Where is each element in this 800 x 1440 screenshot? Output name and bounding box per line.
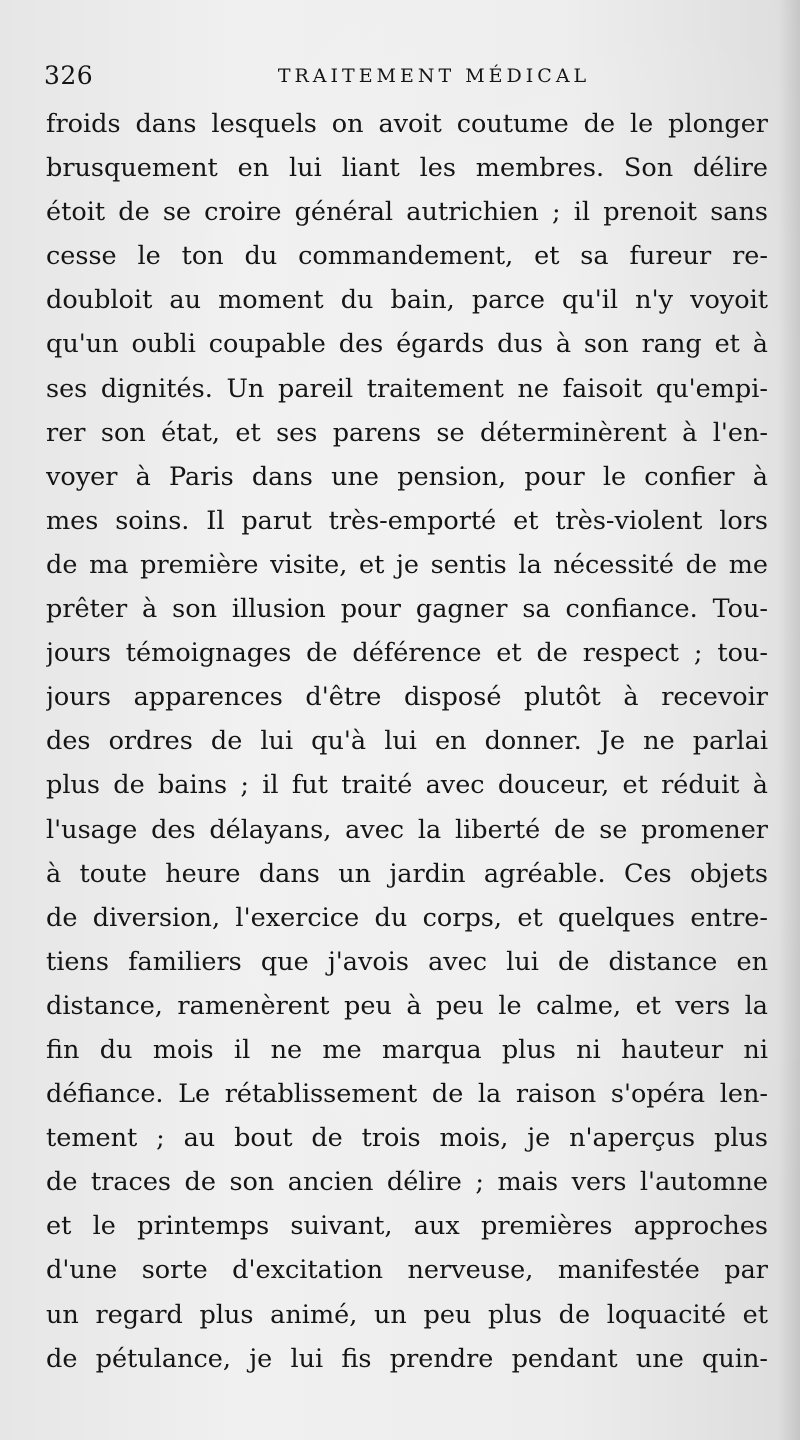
text-line: jours témoignages de déférence et de respect ; tou- [46, 638, 768, 669]
text-line: brusquement en lui liant les membres. Son délire [46, 153, 768, 184]
text-line: de traces de son ancien délire ; mais vers l'automne [46, 1167, 768, 1198]
text-line: ses dignités. Un pareil traitement ne faisoit qu'empi- [46, 373, 768, 404]
running-title: TRAITEMENT MÉDICAL [277, 65, 591, 87]
text-line: un regard plus animé, un peu plus de loquacité et [46, 1299, 768, 1330]
text-line: mes soins. Il parut très-emporté et très-violent lors [46, 505, 768, 536]
body-text [46, 102, 768, 1381]
text-line: distance, ramenèrent peu à peu le calme, et vers la [46, 990, 768, 1021]
text-line: de ma première visite, et je sentis la nécessité de me [46, 549, 768, 580]
text-line: d'une sorte d'excitation nerveuse, manifestée par [46, 1255, 768, 1286]
text-line: fin du mois il ne me marqua plus ni hauteur ni [46, 1034, 768, 1065]
text-line: qu'un oubli coupable des égards dus à son rang et à [46, 329, 768, 360]
text-line: rer son état, et ses parens se déterminèrent à l'en- [46, 417, 768, 448]
text-line: plus de bains ; il fut traité avec douceur, et réduit à [46, 770, 768, 801]
text-line: voyer à Paris dans une pension, pour le confier à [46, 461, 768, 492]
text-line: l'usage des délayans, avec la liberté de se promener [46, 814, 768, 845]
page-edge-shadow [778, 0, 800, 1440]
text-line: froids dans lesquels on avoit coutume de le plonger [46, 109, 768, 139]
running-header [44, 58, 764, 94]
text-line: de pétulance, je lui fis prendre pendant une quin- [46, 1343, 768, 1374]
text-line: tiens familiers que j'avois avec lui de distance en [46, 946, 768, 977]
text-line: jours apparences d'être disposé plutôt à recevoir [46, 682, 768, 713]
text-line: à toute heure dans un jardin agréable. Ces objets [46, 858, 768, 889]
text-line: des ordres de lui qu'à lui en donner. Je ne parlai [46, 726, 768, 757]
text-line: étoit de se croire général autrichien ; il prenoit sans [46, 197, 768, 228]
text-line: défiance. Le rétablissement de la raison s'opéra len- [46, 1079, 768, 1110]
text-line: de diversion, l'exercice du corps, et quelques entre- [46, 902, 768, 933]
text-line: et le printemps suivant, aux premières approches [46, 1211, 768, 1242]
text-line: prêter à son illusion pour gagner sa confiance. Tou- [46, 594, 768, 625]
text-line: tement ; au bout de trois mois, je n'aperçus plus [46, 1123, 768, 1154]
page-number: 326 [44, 61, 94, 90]
text-line: cesse le ton du commandement, et sa fureur re- [46, 241, 768, 272]
text-line: doubloit au moment du bain, parce qu'il n'y voyoit [46, 285, 768, 316]
